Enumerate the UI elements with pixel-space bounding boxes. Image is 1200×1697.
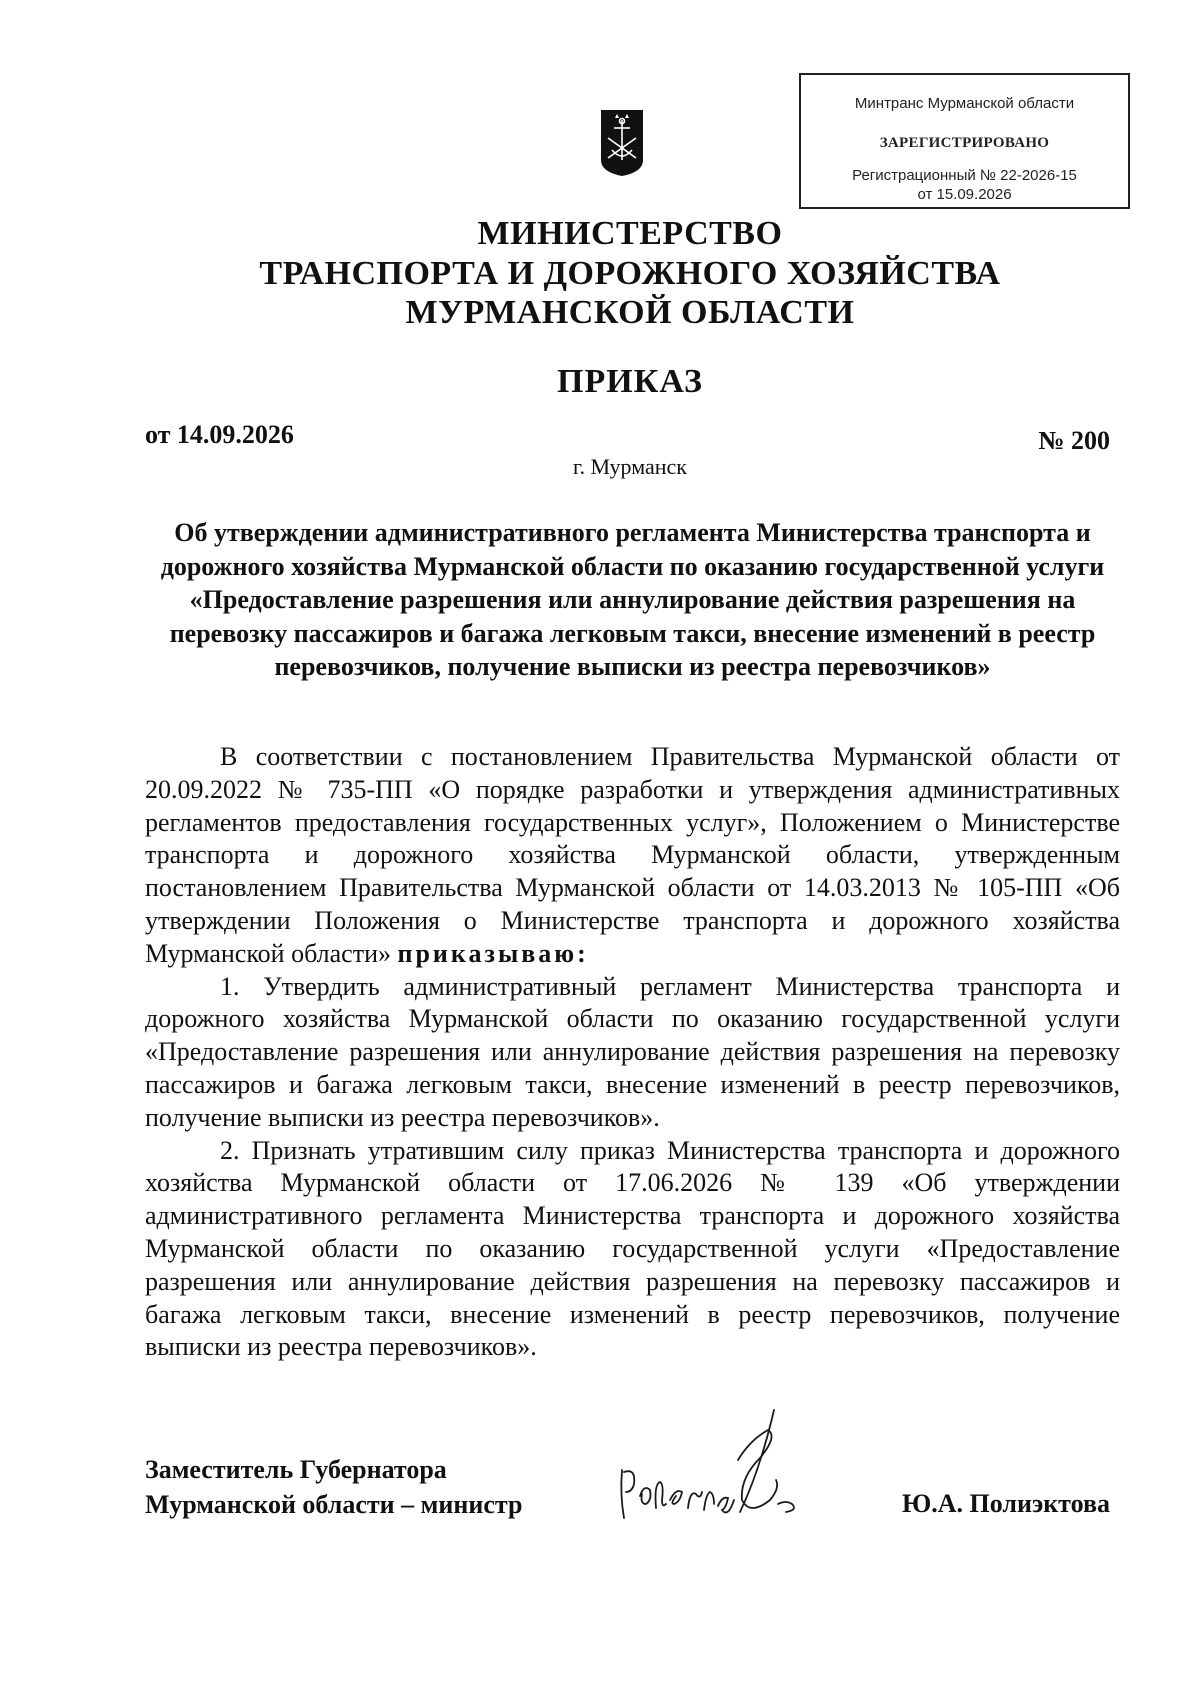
order-word: приказываю: bbox=[397, 938, 589, 968]
coat-of-arms-icon bbox=[599, 108, 645, 178]
preamble-paragraph bbox=[145, 741, 1120, 971]
stamp-status: ЗАРЕГИСТРИРОВАНО bbox=[879, 135, 1050, 151]
header-line-2: ТРАНСПОРТА И ДОРОЖНОГО ХОЗЯЙСТВА bbox=[259, 255, 1001, 292]
order-city: г. Мурманск bbox=[573, 454, 687, 479]
header-line-1: МИНИСТЕРСТВО bbox=[477, 215, 783, 252]
signatory-title-line-1: Заместитель Губернатора bbox=[145, 1455, 447, 1484]
signatory-title-line-2: Мурманской области – министр bbox=[145, 1490, 523, 1519]
preamble-text: В соответствии с постановлением Правительства Мурманской области от 20.09.2022 № 735-ПП «О порядке разработки и утверждения административных регламентов предоставления государственных услуг», Положением о Министерстве транспорта и дорожного хозяйства Мурманской области, утвержденным постановлением Правительства Мурманской области от 14.03.2013 № 105-ПП «Об утверждении Положения о Министерстве транспорта и дорожного хозяйства Мурманской области» bbox=[145, 742, 1120, 968]
order-body bbox=[145, 741, 1120, 1364]
order-subject: Об утверждении административного регламента Министерства транспорта и дорожного хозяйства Мурманской области по оказанию государственной услуги «Предоставление разрешения или аннулирование действия разрешения на перевозку пассажиров и багажа легковым такси, внесение изменений в реестр перевозчиков, получение выписки из реестра перевозчиков» bbox=[160, 518, 1105, 682]
signature-icon bbox=[610, 1400, 810, 1540]
item-2-paragraph: 2. Признать утратившим силу приказ Министерства транспорта и дорожного хозяйства Мурманской области от 17.06.2026 № 139 «Об утверждении административного регламента Министерства транспорта и дорожного хозяйства Мурманской области по оказанию государственной услуги «Предоставление разрешения или аннулирование действия разрешения на перевозку пассажиров и багажа легковым такси, внесение изменений в реестр перевозчиков, получение выписки из реестра перевозчиков». bbox=[145, 1135, 1120, 1362]
stamp-reg-number: Регистрационный № 22-2026-15 bbox=[852, 167, 1077, 184]
signatory-title bbox=[145, 1452, 522, 1522]
stamp-reg-date: от 15.09.2026 bbox=[917, 186, 1012, 203]
stamp-ministry: Минтранс Мурманской области bbox=[854, 95, 1075, 112]
item-1-paragraph: 1. Утвердить административный регламент Министерства транспорта и дорожного хозяйства Мурманской области по оказанию государственной услуги «Предоставление разрешения или аннулирование действия разрешения на перевозку пассажиров и багажа легковым такси, внесение изменений в реестр перевозчиков, получение выписки из реестра перевозчиков». bbox=[145, 971, 1120, 1132]
signatory-name: Ю.А. Полиэктова bbox=[901, 1489, 1110, 1518]
registration-stamp bbox=[799, 73, 1130, 209]
order-title: ПРИКАЗ bbox=[557, 363, 703, 400]
order-number: № 200 bbox=[1038, 426, 1110, 455]
order-date: от 14.09.2026 bbox=[145, 420, 294, 449]
header-line-3: МУРМАНСКОЙ ОБЛАСТИ bbox=[405, 294, 855, 331]
